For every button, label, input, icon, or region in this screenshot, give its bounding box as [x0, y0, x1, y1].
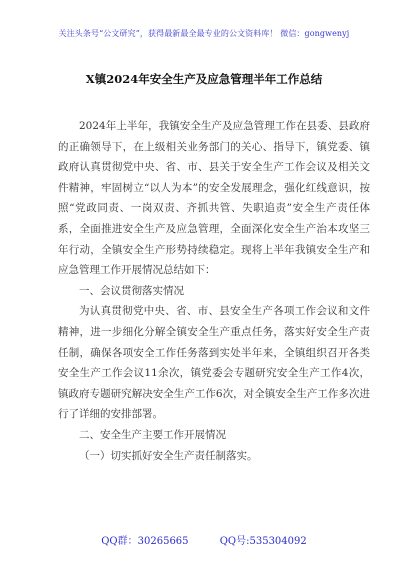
document-title: X镇2024年安全生产及应急管理半年工作总结 [85, 72, 323, 86]
document-body [58, 116, 370, 466]
section-1-heading: 一、会议贯彻落实情况 [79, 284, 184, 297]
subsection-1-heading: （一）切实抓好安全生产责任制落实。 [79, 449, 258, 462]
section-2-heading: 二、安全生产主要工作开展情况 [79, 428, 226, 441]
section-1-paragraph: 为认真贯彻党中央、省、市、县安全生产各项工作会议和文件精神，进一步细化分解全镇安全生产重点任务，落实好安全生产责任制，确保各项安全工作任务落到实处半年来，全镇组织召开各类安全生产工作会议11余次，镇党委会专题研究安全生产工作4次，镇政府专题研究解决安全生产工作6次，对全镇安全生产工作多次进行了详细的安排部署。 [58, 305, 370, 421]
promo-header: 关注头条号“公文研究”，获得最新最全最专业的公文资料库！ 微信：gongwenyj [58, 29, 350, 38]
intro-paragraph: 2024年上半年，我镇安全生产及应急管理工作在县委、县政府的正确领导下，在上级相关业务部门的关心、指导下，镇党委、镇政府认真贯彻党中央、省、市、县关于安全生产工作会议及相关文件精神，牢固树立“以人为本”的安全发展理念，强化红线意识，按照“党政同责、一岗双责、齐抓共管、失职追责”安全生产责任体系，全面推进安全生产及应急管理，全面深化安全生产治本攻坚三年行动，全镇安全生产形势持续稳定。现将上半年我镇安全生产和应急管理工作开展情况总结如下： [58, 120, 370, 277]
qq-group-number: QQ群：30265665 [101, 536, 189, 547]
qq-footer [0, 532, 408, 547]
qq-account-number: QQ号:535304092 [219, 536, 307, 547]
